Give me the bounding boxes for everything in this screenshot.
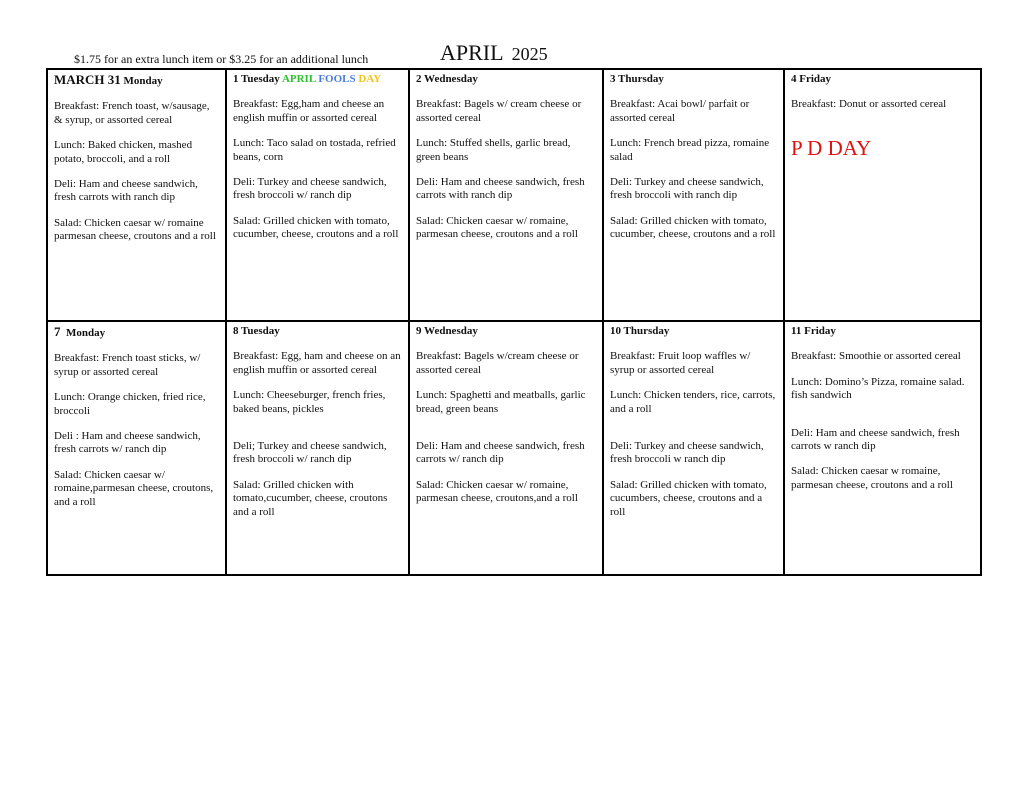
- lunch-item: Lunch: French bread pizza, romaine salad: [610, 137, 770, 163]
- salad-item: Salad: Grilled chicken with tomato, cucumber, cheese, croutons and a roll: [233, 214, 399, 241]
- day-header: [233, 73, 402, 86]
- breakfast-item: Breakfast: Smoothie or assorted cereal: [791, 350, 961, 363]
- salad-item: Salad: Chicken caesar w/ romaine parmesan cheese, croutons and a roll: [54, 216, 216, 243]
- deli-item: Deli: Turkey and cheese sandwich, fresh broccoli with ranch dip: [610, 176, 764, 202]
- day-header: 3 Thursday: [610, 73, 664, 85]
- day-cell-april-7: [48, 322, 227, 574]
- salad-item: Salad: Grilled chicken with tomato, cucumbers, cheese, croutons and a roll: [610, 478, 767, 518]
- day-header: 9 Wednesday: [416, 325, 478, 337]
- day-header: 10 Thursday: [610, 325, 670, 337]
- april-fools-word-2: FOOLS: [318, 73, 356, 85]
- deli-item: Deli: Ham and cheese sandwich, fresh carrots with ranch dip: [416, 176, 585, 202]
- april-fools-word-1: APRIL: [281, 73, 316, 85]
- deli-item: Deli: Ham and cheese sandwich, fresh carrots w/ ranch dip: [416, 440, 585, 466]
- day-header: 4 Friday: [791, 73, 832, 85]
- day-date: MARCH 31: [54, 72, 121, 87]
- page-title: [440, 40, 548, 66]
- lunch-item: Lunch: Domino’s Pizza, romaine salad. fish sandwich: [791, 375, 965, 402]
- day-cell-march-31: [48, 70, 227, 322]
- month-label: APRIL: [440, 40, 504, 65]
- lunch-item: Lunch: Cheeseburger, french fries, baked beans, pickles: [233, 389, 386, 415]
- price-note: $1.75 for an extra lunch item or $3.25 for an additional lunch: [74, 52, 369, 66]
- april-fools-word-3: DAY: [358, 73, 382, 85]
- day-cell-april-8: [227, 322, 410, 574]
- salad-item: Salad: Grilled chicken with tomato, cucumber, cheese, croutons and a roll: [610, 214, 776, 241]
- day-cell-april-4: [785, 70, 980, 322]
- day-cell-april-10: [604, 322, 785, 574]
- lunch-item: Lunch: Baked chicken, mashed potato, broccoli, and a roll: [54, 139, 193, 165]
- breakfast-item: Breakfast: Egg, ham and cheese on an english muffin or assorted cereal: [233, 350, 401, 376]
- day-header: 11 Friday: [791, 325, 836, 337]
- breakfast-item: Breakfast: French toast sticks, w/ syrup or assorted cereal: [54, 352, 201, 378]
- day-date: 7: [54, 324, 61, 339]
- deli-item: Deli: Turkey and cheese sandwich, fresh broccoli w ranch dip: [610, 440, 764, 466]
- salad-item: Salad: Chicken caesar w/ romaine, parmesan cheese, croutons,and a roll: [416, 478, 578, 505]
- day-header: 2 Wednesday: [416, 73, 478, 85]
- pd-day-label: P D DAY: [791, 135, 872, 160]
- day-cell-april-3: [604, 70, 785, 322]
- day-header: [54, 73, 219, 88]
- deli-item: Deli: Turkey and cheese sandwich, fresh broccoli w/ ranch dip: [233, 176, 387, 202]
- lunch-menu-calendar: [46, 68, 982, 576]
- day-cell-april-1: [227, 70, 410, 322]
- day-header: [54, 325, 219, 340]
- lunch-item: Lunch: Taco salad on tostada, refried beans, corn: [233, 137, 396, 163]
- salad-item: Salad: Grilled chicken with tomato,cucumber, cheese, croutons and a roll: [233, 478, 388, 518]
- day-cell-april-11: [785, 322, 980, 574]
- breakfast-item: Breakfast: Bagels w/cream cheese or assorted cereal: [416, 350, 579, 376]
- day-cell-april-9: [410, 322, 604, 574]
- salad-item: Salad: Chicken caesar w romaine, parmesan cheese, croutons and a roll: [791, 465, 953, 491]
- salad-item: Salad: Chicken caesar w/ romaine,parmesan cheese, croutons, and a roll: [54, 468, 214, 508]
- deli-item: Deli : Ham and cheese sandwich, fresh carrots w/ ranch dip: [54, 430, 201, 456]
- lunch-item: Lunch: Chicken tenders, rice, carrots, and a roll: [610, 389, 776, 415]
- breakfast-item: Breakfast: French toast, w/sausage, & syrup, or assorted cereal: [54, 100, 210, 126]
- deli-item: Deli; Turkey and cheese sandwich, fresh broccoli w/ ranch dip: [233, 440, 387, 466]
- day-label: 1 Tuesday: [233, 73, 280, 85]
- salad-item: Salad: Chicken caesar w/ romaine, parmesan cheese, croutons and a roll: [416, 214, 578, 241]
- breakfast-item: Breakfast: Bagels w/ cream cheese or assorted cereal: [416, 98, 582, 124]
- lunch-item: Lunch: Spaghetti and meatballs, garlic bread, green beans: [416, 389, 586, 415]
- breakfast-item: Breakfast: Donut or assorted cereal: [791, 98, 947, 111]
- breakfast-item: Breakfast: Fruit loop waffles w/ syrup or assorted cereal: [610, 350, 751, 376]
- breakfast-item: Breakfast: Egg,ham and cheese an english muffin or assorted cereal: [233, 98, 385, 124]
- day-header: 8 Tuesday: [233, 325, 280, 337]
- lunch-item: Lunch: Orange chicken, fried rice, broccoli: [54, 391, 206, 417]
- day-name: Monday: [66, 327, 106, 339]
- lunch-item: Lunch: Stuffed shells, garlic bread, green beans: [416, 137, 571, 163]
- deli-item: Deli: Ham and cheese sandwich, fresh carrots w ranch dip: [791, 426, 960, 453]
- day-name: Monday: [123, 75, 163, 87]
- day-cell-april-2: [410, 70, 604, 322]
- deli-item: Deli: Ham and cheese sandwich, fresh carrots with ranch dip: [54, 178, 198, 204]
- year-label: 2025: [511, 44, 548, 64]
- breakfast-item: Breakfast: Acai bowl/ parfait or assorted cereal: [610, 98, 750, 124]
